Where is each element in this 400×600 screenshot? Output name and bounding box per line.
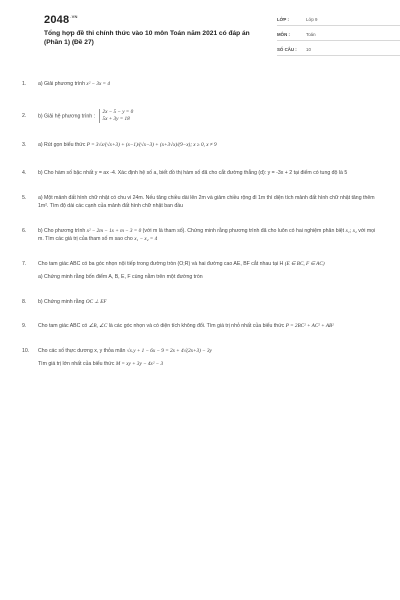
question-text: b) Cho hàm số bậc nhất y = ax -4. Xác định hệ số a, biết đồ thị hàm số đã cho cắt đường thẳng (d): y = -3x + 2 tại điểm có tung độ là 5 <box>38 170 348 176</box>
question-number: 3. <box>22 141 27 148</box>
math-expression: √x.y + 1 − 6x − 9 = 2x + 4√(2x+3) − 3y <box>126 347 212 354</box>
math-expression: x₁ − x₂ = 4 <box>134 236 158 242</box>
document-title: Tổng hợp đề thi chính thức vào 10 môn Toán năm 2021 có đáp án (Phần 1) (Đề 27) <box>44 30 250 46</box>
question-number: 10. <box>22 347 30 354</box>
question-text: Cho các số thực dương x, y thỏa mãn <box>38 347 127 354</box>
question-text: a) Một mảnh đất hình chữ nhật có chu vi 24m. Nếu tăng chiều dài lên 2m và giảm chiều rộng đi 1m thì diện tích mảnh đất hình chữ nhật tăng thêm 1m². Tìm độ dài các cạnh của mảnh đất hình chữ nhật ban đầu <box>38 194 375 209</box>
question-text: là các góc nhọn và có diện tích không đổi. Tìm giá trị nhỏ nhất của biểu thức <box>107 323 286 329</box>
math-expression: x₁; x₂ <box>345 227 357 234</box>
question-1 <box>22 80 378 89</box>
meta-value: Toán <box>306 32 316 37</box>
question-text: Cho tam giác ABC có <box>38 323 89 329</box>
logo-suffix: .VN <box>70 14 78 19</box>
question-number: 7. <box>22 260 27 267</box>
question-6 <box>22 227 378 244</box>
question-3 <box>22 141 378 150</box>
question-number: 4. <box>22 170 27 176</box>
equation-line: 2x − 5 − y = 0 <box>102 108 134 115</box>
sub-question: Tìm giá trị lớn nhất của biểu thức <box>38 361 116 367</box>
meta-row-subject <box>277 30 400 41</box>
question-text: b) Chứng minh rằng <box>38 298 86 305</box>
question-7 <box>22 260 378 282</box>
question-text: với mọi m. Tìm các giá trị của tham số m sao cho <box>38 227 376 242</box>
question-text: b) Cho phương trình <box>38 227 87 234</box>
question-2 <box>22 109 378 123</box>
meta-value: Lớp 9 <box>306 17 318 22</box>
question-4 <box>22 169 378 178</box>
sub-question: a) Chứng minh rằng bốn điểm A, B, E, F cùng nằm trên một đường tròn <box>38 274 203 280</box>
equation-system <box>99 109 134 123</box>
question-8 <box>22 298 378 307</box>
question-text: b) Giải hệ phương trình : <box>38 112 96 119</box>
document-header <box>22 0 378 68</box>
meta-info <box>277 15 400 60</box>
meta-label: LỚP : <box>277 17 289 22</box>
meta-value: 10 <box>306 47 311 52</box>
question-9 <box>22 322 378 331</box>
math-expression: x² − 3x = 4 <box>86 81 110 87</box>
meta-label: MÔN : <box>277 32 290 37</box>
question-text: Cho tam giác ABC có ba góc nhọn nội tiếp trong đường tròn (O;R) và hai đường cao AE, BF cắt nhau tại H <box>38 260 284 267</box>
question-text: (với m là tham số). Chứng minh rằng phương trình đã cho luôn có hai nghiệm phân biệt <box>142 227 346 234</box>
math-expression: M = xy + 3y − 4x² − 3 <box>115 361 164 367</box>
question-number: 9. <box>22 323 27 329</box>
question-text: a) Rút gọn biểu thức <box>38 141 87 148</box>
question-text: a) Giải phương trình <box>38 81 87 87</box>
meta-label: SỐ CÂU : <box>277 47 297 52</box>
question-number: 5. <box>22 194 27 201</box>
question-list <box>22 80 378 369</box>
question-number: 8. <box>22 298 27 305</box>
question-number: 2. <box>22 112 27 119</box>
logo-text: 2048 <box>44 14 70 26</box>
math-expression: P = 3√x/(√x+3) + (x−1)/(√x−3) + (x+3√x)/(9−x); x ≥ 0, x ≠ 9 <box>86 141 217 148</box>
question-number: 1. <box>22 81 27 87</box>
math-expression: (E ∈ BC, F ∈ AC) <box>284 260 325 267</box>
question-10 <box>22 347 378 369</box>
meta-row-question-count <box>277 45 400 56</box>
math-expression: x² − 2m − 1x + m − 3 = 0 <box>86 227 142 234</box>
math-expression: P = 2BC² + AC² + AB² <box>285 323 334 329</box>
question-number: 6. <box>22 227 27 234</box>
site-logo[interactable] <box>44 14 78 26</box>
math-expression: ∠B, ∠C <box>88 323 108 329</box>
question-5 <box>22 194 378 211</box>
math-expression: OC ⊥ EF <box>85 298 107 305</box>
equation-line: 5x + 3y = 18 <box>102 115 130 122</box>
meta-row-class <box>277 15 400 26</box>
